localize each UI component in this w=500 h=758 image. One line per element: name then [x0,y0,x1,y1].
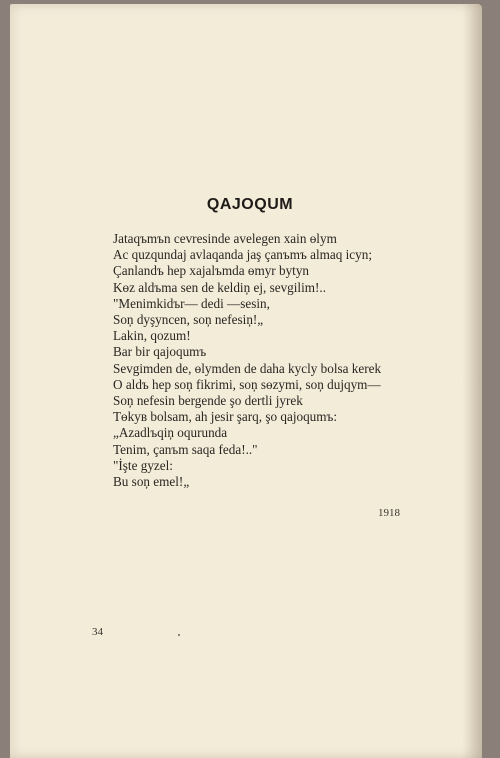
poem-line: Çanlandъ hep xajalъmda ɵmyr bytyn [113,263,310,279]
poem-line: Tɵkyв bolsam, ah jesir şarq, şo qajoqumъ: [113,409,338,425]
poem-line: Lakin, qozum! [113,328,191,344]
poem-line: O aldъ hep soņ fikrimi, soņ sɵzymi, soņ dujqym— [113,376,381,392]
page-number: 34 [92,626,103,638]
poem-line: Ac quzqundaj avlaqanda jaş çanъmъ almaq icyn; [113,247,372,263]
poem-line: Soņ nefesin bergende şo dertli jyrek [113,393,303,409]
poem-line: Tenim, çanъm saqa feda!.." [113,441,258,457]
poem-line: Kɵz aldъma sen de keldiņ ej, sevgilim!.. [113,279,327,295]
poem-line: „Azadlъqiņ oqurunda [113,425,228,441]
poem-line: Soņ dyşyncen, soņ nefesiņ!„ [113,312,264,328]
poem-line: Sevgimden de, ɵlymden de daha kycly bolsa kerek [113,360,382,376]
poem-line: "Menimkidъr— dedi —sesin, [113,295,270,311]
poem-line: Bu soņ emel!„ [113,474,190,490]
paper-speck [178,634,180,636]
poem-year: 1918 [378,507,400,519]
poem-title: QAJOQUM [206,196,294,213]
poem-line: Bar bir qajoqumъ [113,344,207,360]
page-gutter-shadow [462,4,482,758]
poem-line: Jataqъmъn cevresinde avelegen xain ɵlym [113,231,337,246]
poem-line: "İşte gyzel: [113,457,173,473]
poem-body [113,231,381,490]
